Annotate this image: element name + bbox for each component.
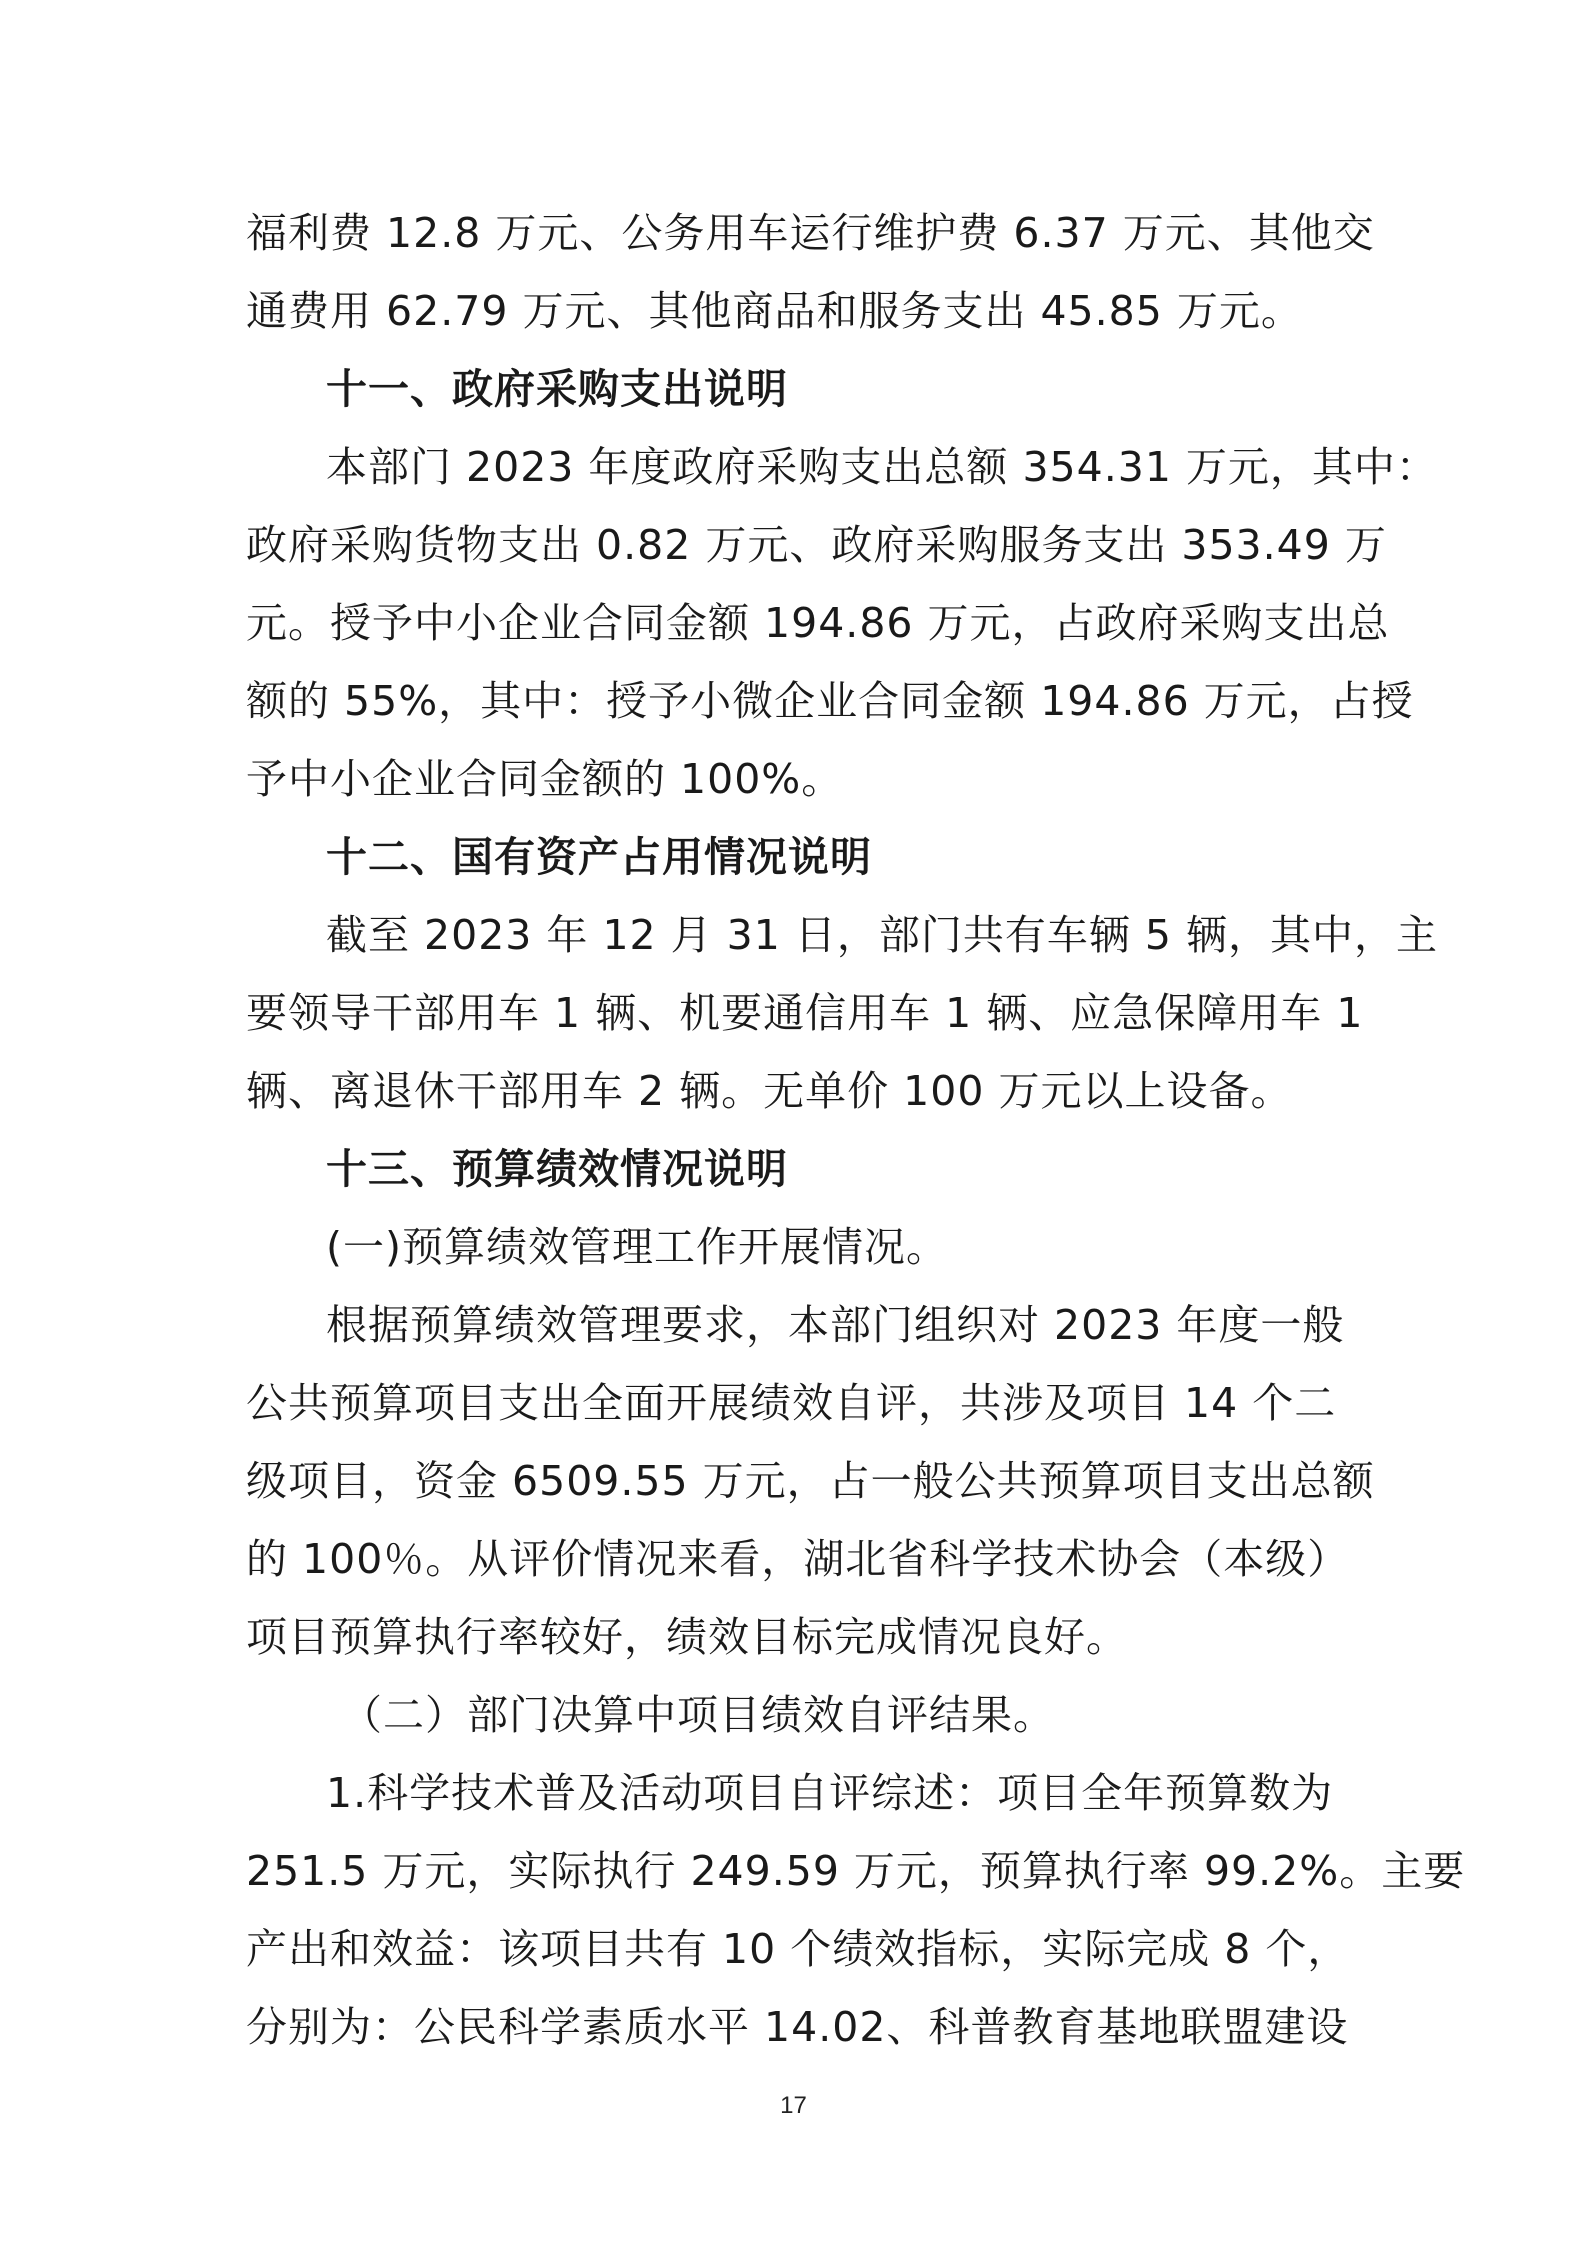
- section-heading-budget-performance: 十三、预算绩效情况说明: [326, 1145, 788, 1193]
- paragraph-line: 项目预算执行率较好，绩效目标完成情况良好。: [246, 1613, 1128, 1661]
- page-number: 17: [780, 2092, 807, 2119]
- paragraph-line: 截至 2023 年 12 月 31 日，部门共有车辆 5 辆，其中，主: [326, 911, 1439, 959]
- paragraph-line: 级项目，资金 6509.55 万元，占一般公共预算项目支出总额: [246, 1457, 1375, 1505]
- paragraph-line: 福利费 12.8 万元、公务用车运行维护费 6.37 万元、其他交: [246, 209, 1375, 257]
- paragraph-line: 政府采购货物支出 0.82 万元、政府采购服务支出 353.49 万: [246, 521, 1387, 569]
- section-heading-government-procurement: 十一、政府采购支出说明: [326, 365, 788, 413]
- paragraph-line: 额的 55%，其中：授予小微企业合同金额 194.86 万元，占授: [246, 677, 1414, 725]
- subsection-heading: （二）部门决算中项目绩效自评结果。: [341, 1691, 1055, 1739]
- paragraph-line: 1.科学技术普及活动项目自评综述：项目全年预算数为: [326, 1769, 1334, 1817]
- paragraph-line: 根据预算绩效管理要求，本部门组织对 2023 年度一般: [326, 1301, 1345, 1349]
- paragraph-line: 分别为：公民科学素质水平 14.02、科普教育基地联盟建设: [246, 2003, 1349, 2051]
- paragraph-line: 公共预算项目支出全面开展绩效自评，共涉及项目 14 个二: [246, 1379, 1337, 1427]
- paragraph-line: 251.5 万元，实际执行 249.59 万元，预算执行率 99.2%。主要: [246, 1847, 1466, 1895]
- paragraph-line: 的 100％。从评价情况来看，湖北省科学技术协会（本级）: [246, 1535, 1350, 1583]
- section-heading-state-assets: 十二、国有资产占用情况说明: [326, 833, 872, 881]
- paragraph-line: 通费用 62.79 万元、其他商品和服务支出 45.85 万元。: [246, 287, 1303, 335]
- paragraph-line: 本部门 2023 年度政府采购支出总额 354.31 万元，其中：: [326, 443, 1438, 491]
- paragraph-line: 予中小企业合同金额的 100%。: [246, 755, 844, 803]
- paragraph-line: 要领导干部用车 1 辆、机要通信用车 1 辆、应急保障用车 1: [246, 989, 1364, 1037]
- subsection-heading: (一)预算绩效管理工作开展情况。: [326, 1223, 948, 1271]
- page-body: [246, 194, 1466, 2066]
- paragraph-line: 元。授予中小企业合同金额 194.86 万元，占政府采购支出总: [246, 599, 1390, 647]
- paragraph-line: 辆、离退休干部用车 2 辆。无单价 100 万元以上设备。: [246, 1067, 1293, 1115]
- paragraph-line: 产出和效益：该项目共有 10 个绩效指标，实际完成 8 个，: [246, 1925, 1350, 1973]
